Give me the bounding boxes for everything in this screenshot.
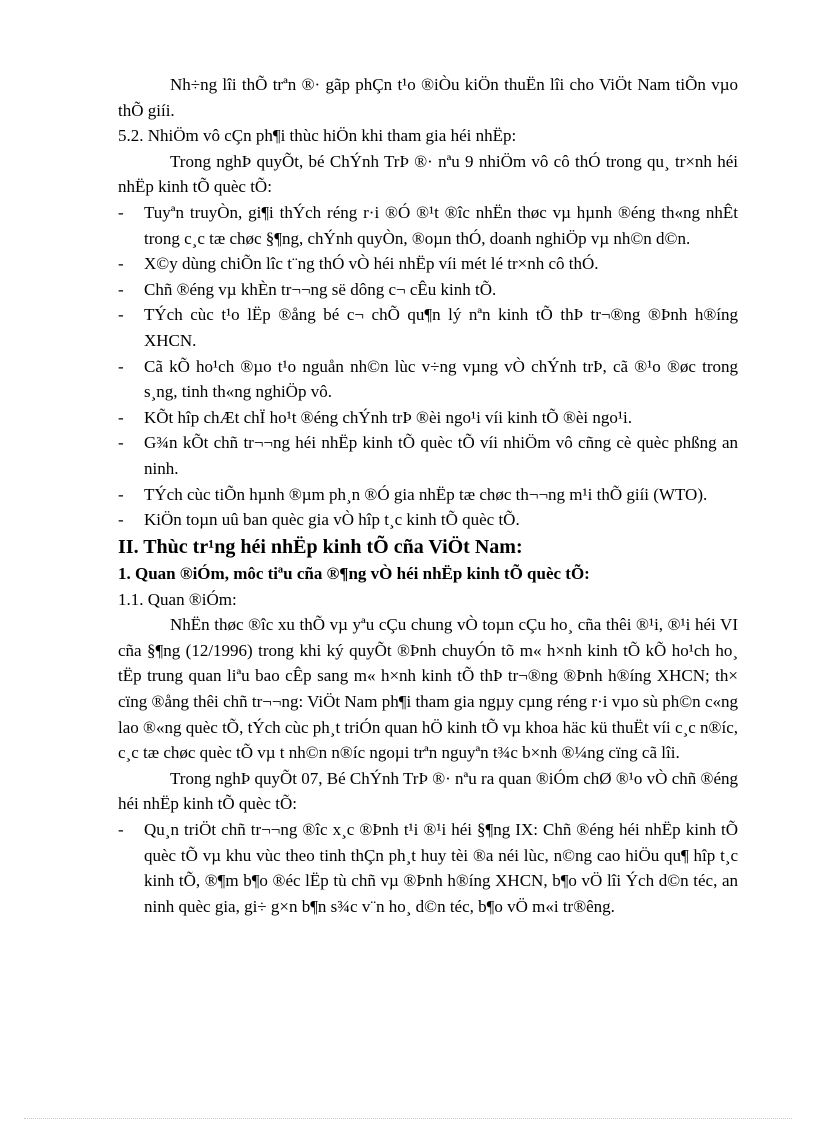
bullet-dash: - (118, 510, 124, 530)
bullet-dash: - (118, 433, 124, 453)
list-item: - TÝch cùc tiÕn hµnh ®µm ph¸n ®Ó gia nhËp tæ chøc th¬¬ng m¹i thÕ giíi (WTO). (118, 482, 738, 508)
list-item: - KiÖn toµn uû ban quèc gia vÒ hîp t¸c kinh tÕ quèc tÕ. (118, 507, 738, 533)
list-item: - Chñ ®éng vµ khÈn tr¬¬ng së dông c¬ cÊu kinh tÕ. (118, 277, 738, 303)
bullet-dash: - (118, 407, 124, 427)
bullet-dash: - (118, 202, 124, 222)
list-item: - G¾n kÕt chñ tr¬¬ng héi nhËp kinh tÕ quèc tÕ víi nhiÖm vô cñng cè quèc phßng an ninh. (118, 430, 738, 481)
subsection-heading: 1.1. Quan ®iÓm: (118, 589, 237, 609)
bullet-dash: - (118, 279, 124, 299)
list-item: - X©y dùng chiÕn lîc t¨ng thÓ vÒ héi nhËp víi mét lé tr×nh cô thÓ. (118, 251, 738, 277)
intro-paragraph: Nh÷ng lîi thÕ trªn ®· gãp phÇn t¹o ®iÒu kiÖn thuËn lîi cho ViÖt Nam tiÕn vµo thÕ giíi. (118, 75, 738, 120)
directive-list (118, 817, 738, 919)
bullet-dash: - (118, 484, 124, 504)
list-item: - Qu¸n triÖt chñ tr¬¬ng ®îc x¸c ®Þnh t¹i ®¹i héi §¶ng IX: Chñ ®éng héi nhËp kinh tÕ quèc tÕ vµ khu vùc theo tinh thÇn ph¸t huy tèi ®a néi lùc, n©ng cao hiÖu qu¶ hîp t¸c kinh tÕ, ®¶m b¶o ®éc lËp tù chñ vµ ®Þnh h®íng XHCN, b¶o vÖ lîi Ých d©n téc, an ninh quèc gia, gi÷ g×n b¶n s¾c v¨n ho¸ d©n téc, b¶o vÖ m«i tr®êng. (118, 817, 738, 919)
bullet-dash: - (118, 254, 124, 274)
resolution-paragraph: Trong nghÞ quyÕt, bé ChÝnh TrÞ ®· nªu 9 nhiÖm vô cô thÓ trong qu¸ tr×nh héi nhËp kinh tÕ quèc tÕ: (118, 151, 738, 197)
section-5-2-heading: 5.2. NhiÖm vô cÇn ph¶i thùc hiÖn khi tham gia héi nhËp: (118, 126, 517, 146)
list-item: - TÝch cùc t¹o lËp ®ång bé c¬ chÕ qu¶n lý nªn kinh tÕ thÞ tr¬®ng ®Þnh h®íng XHCN. (118, 302, 738, 353)
bullet-dash: - (118, 305, 124, 325)
resolution-07-paragraph: Trong nghÞ quyÕt 07, Bé ChÝnh TrÞ ®· nªu ra quan ®iÓm chØ ®¹o vÒ chñ ®éng héi nhËp kinh tÕ quèc tÕ: (118, 768, 738, 814)
document-body (118, 72, 738, 919)
section-heading: 1. Quan ®iÓm, môc tiªu cña ®¶ng vÒ héi nhËp kinh tÕ quèc tÕ: (118, 563, 590, 583)
task-list (118, 200, 738, 533)
list-item: - KÕt hîp chÆt chÏ ho¹t ®éng chÝnh trÞ ®èi ngo¹i víi kinh tÕ ®èi ngo¹i. (118, 405, 738, 431)
page-bottom-divider (24, 1118, 792, 1119)
viewpoint-paragraph: NhËn thøc ®îc xu thÕ vµ yªu cÇu chung vÒ toµn cÇu ho¸ cña thêi ®¹i, ®¹i héi VI cña §¶ng (12/1996) trong khi ký quyÕt ®Þnh chuyÓn tõ m« h×nh kinh tÕ kÕ ho¹ch ho¸ tËp trung quan liªu bao cÊp sang m« h×nh kinh tÕ thÞ tr¬®ng ®Þnh h®íng XHCN; th× cïng ®ång thêi chñ tr¬¬ng: ViÖt Nam ph¶i tham gia ngµy cµng réng r·i vµo sù ph©n c«ng lao ®«ng quèc tÕ, tÝch cùc ph¸t triÓn quan hÖ kinh tÕ vµ khoa häc kü thuËt víi c¸c n®íc, c¸c tæ chøc quèc tÕ vµ t nh©n n®íc ngoµi trªn nguyªn t¾c b×nh ®¼ng cïng cã lîi. (118, 615, 738, 763)
list-item: - Cã kÕ ho¹ch ®µo t¹o nguån nh©n lùc v÷ng vµng vÒ chÝnh trÞ, cã ®¹o ®øc trong s¸ng, tinh th«ng nghiÖp vô. (118, 354, 738, 405)
bullet-dash: - (118, 356, 124, 376)
list-item: - Tuyªn truyÒn, gi¶i thÝch réng r·i ®Ó ®¹t ®îc nhËn thøc vµ hµnh ®éng th«ng nhÊt trong c¸c tæ chøc §¶ng, chÝnh quyÒn, ®oµn thÓ, doanh nghiÖp vµ nh©n d©n. (118, 200, 738, 251)
bullet-dash: - (118, 820, 124, 840)
chapter-heading: II. Thùc tr¹ng héi nhËp kinh tÕ cña ViÖt Nam: (118, 535, 523, 558)
